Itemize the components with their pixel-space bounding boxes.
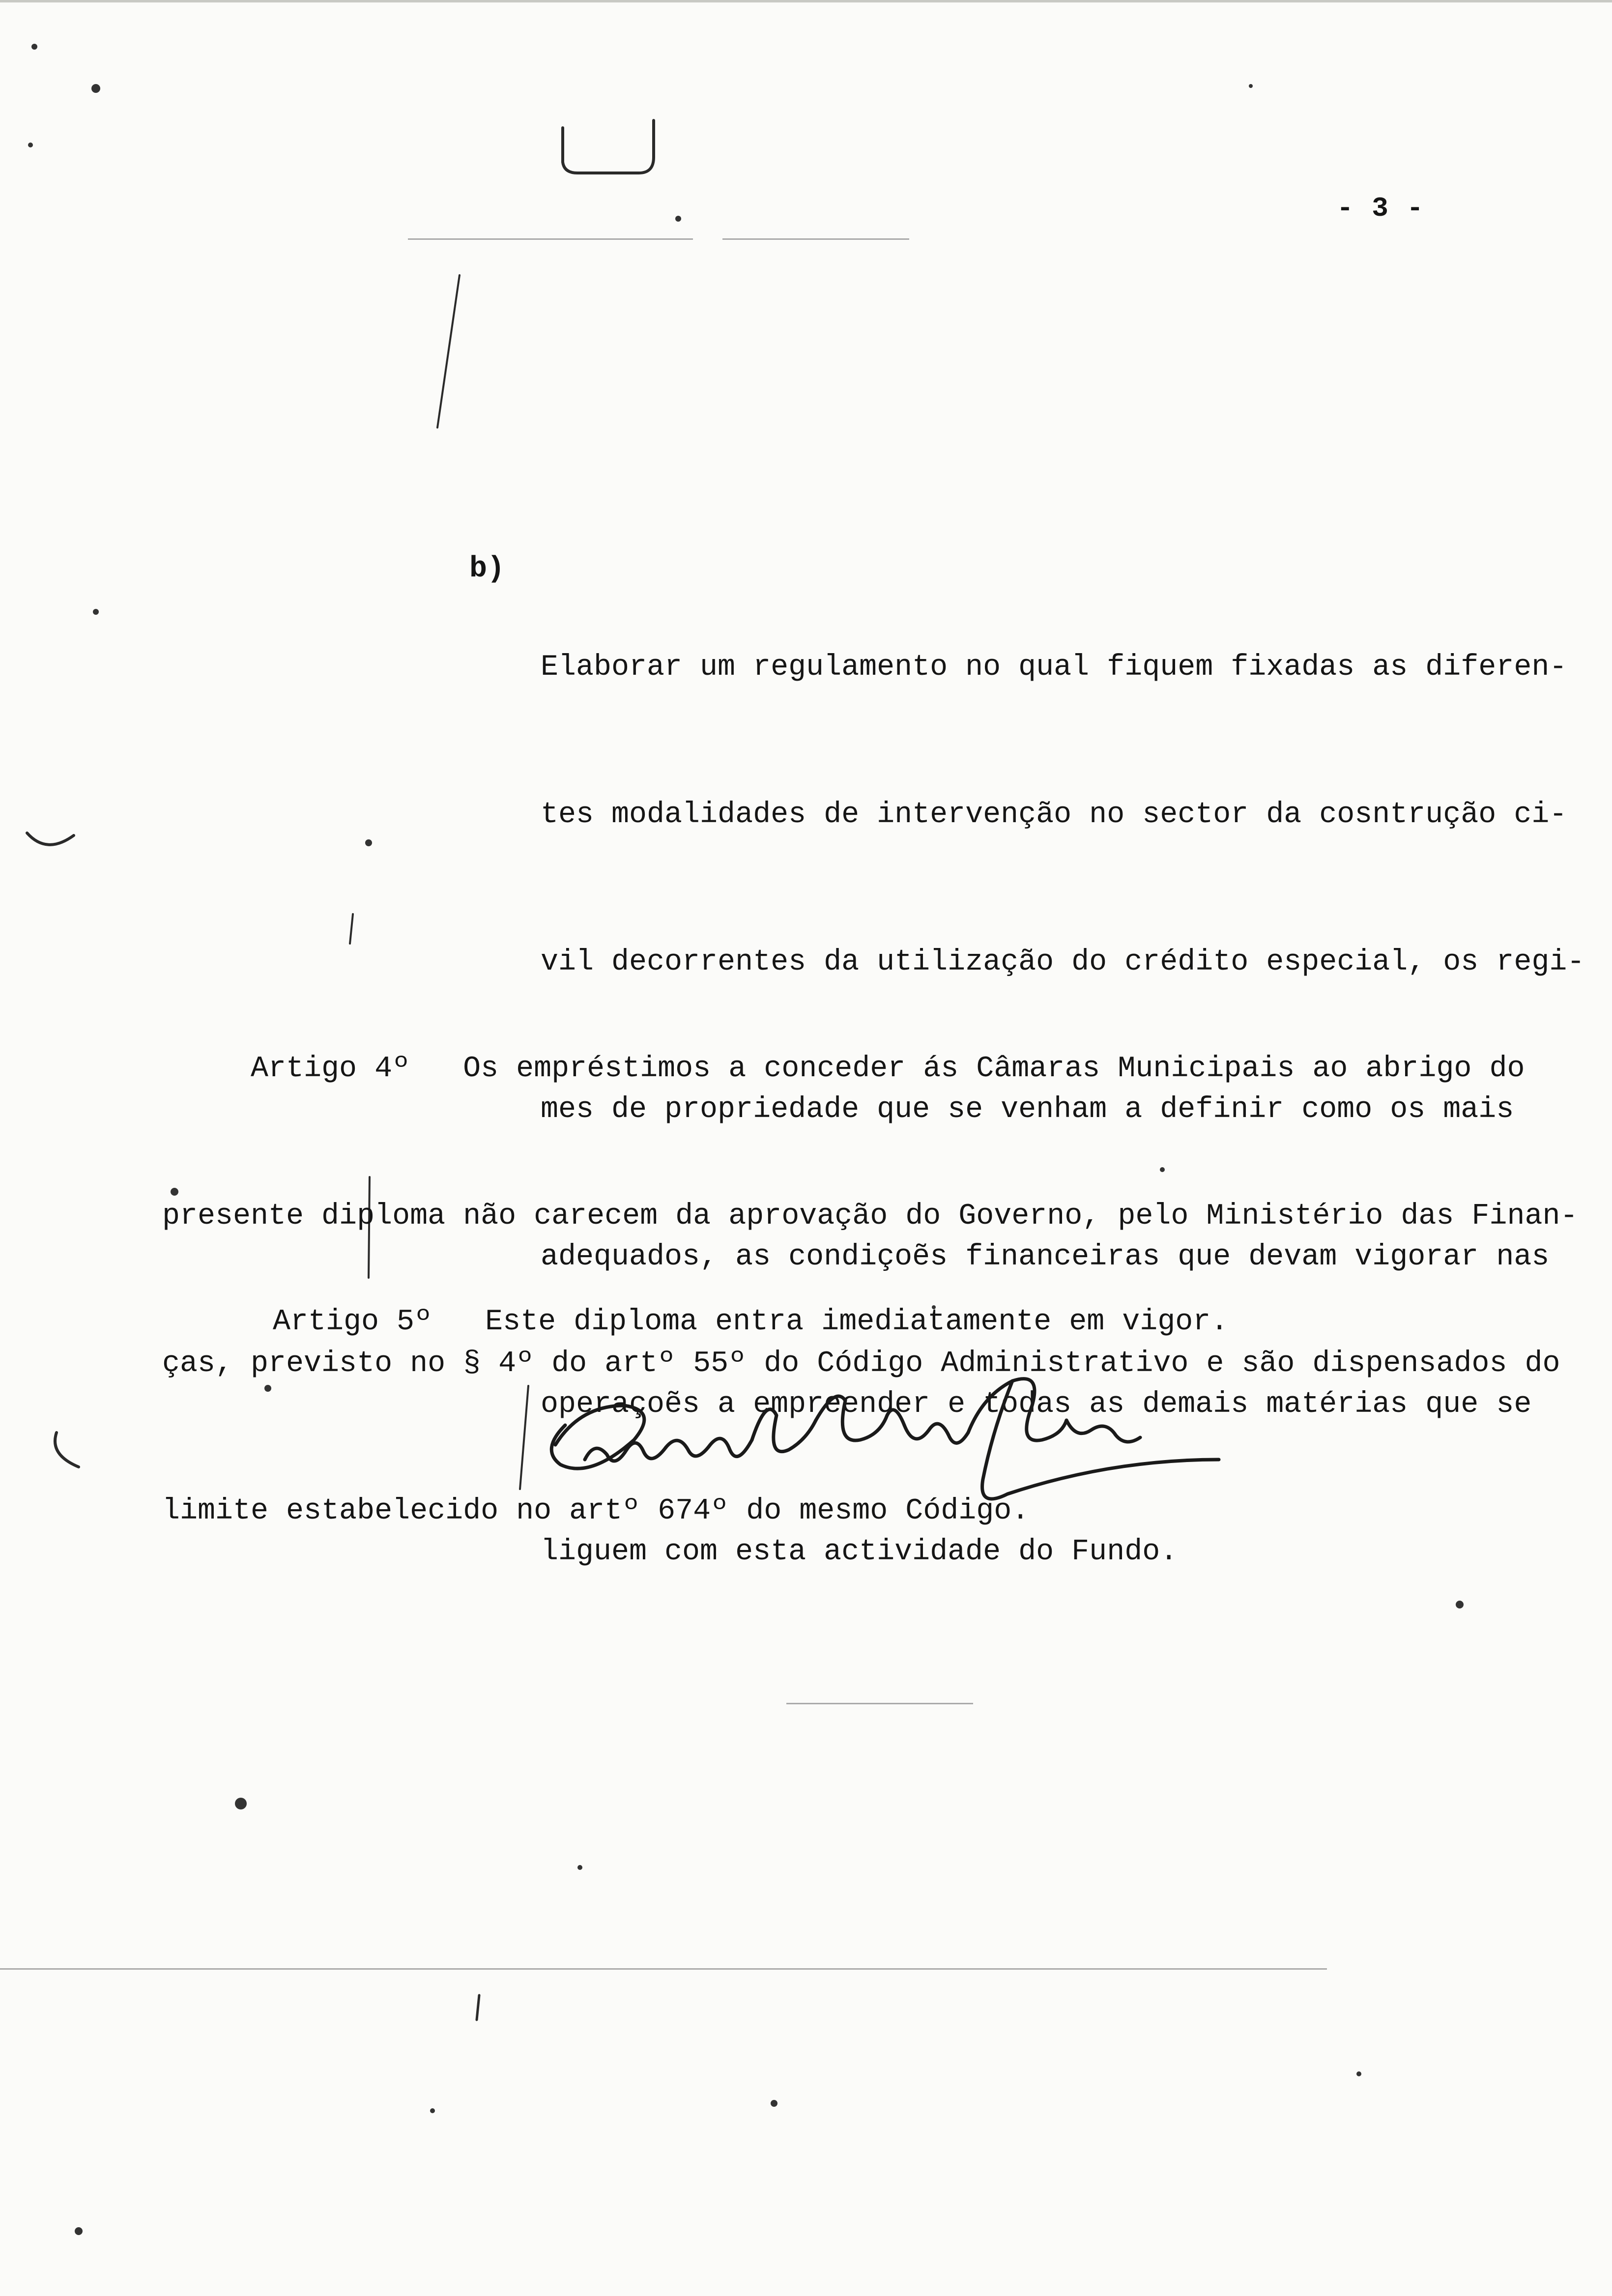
text-line: limite estabelecido no artº 674º do mesmo Código.: [162, 1494, 1030, 1528]
text-line: liguem com esta actividade do Fundo.: [541, 1535, 1178, 1569]
text-line: operaçoẽs a empreender e todas as demais matérias que se: [541, 1388, 1532, 1421]
text-line: mes de propriedade que se venham a definir como os mais: [541, 1093, 1514, 1126]
text-line: presente diploma não carecem da aprovação do Governo, pelo Ministério das Finan-: [162, 1200, 1578, 1233]
text-line: ças, previsto no § 4º do artº 55º do Código Administrativo e são dispensados do: [162, 1347, 1560, 1380]
signature: [521, 1366, 1229, 1553]
text-line: adequados, as condiçoẽs financeiras que devam vigorar nas: [541, 1240, 1550, 1274]
list-item-label: b): [469, 552, 505, 586]
text-line: Elaborar um regulamento no qual fiquem fixadas as diferen-: [541, 651, 1567, 684]
page-number: - 3 -: [1337, 193, 1425, 224]
text-line: vil decorrentes da utilização do crédito especial, os regi-: [541, 946, 1585, 979]
text-line: Artigo 4º Os empréstimos a conceder ás Câmaras Municipais ao abrigo do: [162, 1052, 1525, 1086]
text-line: Artigo 5º Este diploma entra imediatamente em vigor.: [273, 1305, 1229, 1339]
text-line: tes modalidades de intervenção no sector da cosntrução ci-: [541, 798, 1567, 832]
